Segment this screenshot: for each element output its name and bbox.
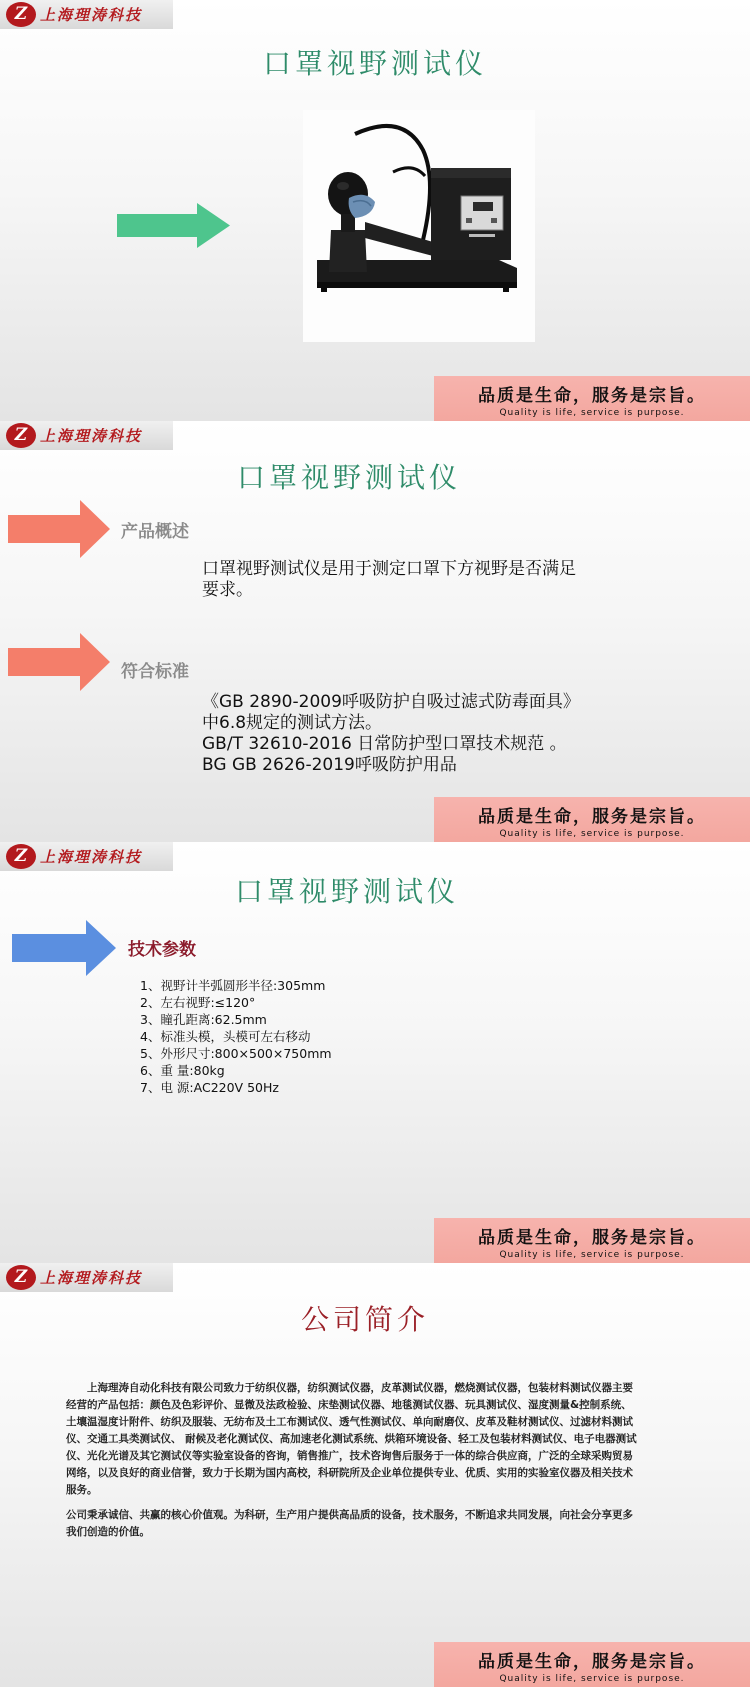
intro-paragraph: 公司秉承诚信、共赢的核心价值观。为科研，生产用户提供高品质的设备，技术服务，不断追求共同发展，向社会分享更多我们创造的价值。: [66, 1509, 633, 1538]
slogan-band: [434, 376, 750, 421]
overview-text: [202, 559, 576, 601]
param-item: 6、重 量:80kg: [140, 1063, 225, 1078]
arrow-right-icon: [8, 633, 110, 691]
slide-title: 口罩视野测试仪: [236, 461, 461, 494]
slogan-en: Quality is life, service is purpose.: [499, 408, 685, 418]
param-item: 5、外形尺寸:800×500×750mm: [140, 1046, 332, 1061]
slide-title: 公司简介: [300, 1303, 429, 1336]
logo-emblem-icon: Z: [0, 1263, 40, 1292]
standards-line: BG GB 2626-2019呼吸防护用品: [202, 755, 457, 775]
param-item: 2、左右视野:≤120°: [140, 995, 256, 1010]
standards-line: 中6.8规定的测试方法。: [202, 713, 383, 733]
param-item: 3、瞳孔距离:62.5mm: [140, 1012, 267, 1027]
logo-text: 上海理涛科技: [40, 6, 143, 24]
standards-label: 符合标准: [121, 662, 189, 682]
product-photo: [303, 110, 535, 342]
overview-label: 产品概述: [121, 522, 189, 542]
company-logo: [0, 1263, 173, 1292]
slogan-band: [434, 1642, 750, 1687]
param-list: [140, 977, 332, 1096]
logo-text: 上海理涛科技: [40, 427, 143, 445]
standards-line: GB/T 32610-2016 日常防护型口罩技术规范 。: [202, 734, 567, 754]
logo-emblem-icon: Z: [0, 842, 40, 871]
slogan-cn: 品质是生命，服务是宗旨。: [478, 807, 706, 827]
slide-company-intro: [0, 1263, 750, 1687]
param-item: 7、电 源:AC220V 50Hz: [140, 1080, 279, 1095]
slide-overview-standards: [0, 421, 750, 842]
arrow-right-icon: [12, 920, 116, 976]
overview-line: 口罩视野测试仪是用于测定口罩下方视野是否满足: [202, 559, 576, 579]
company-logo: [0, 842, 173, 871]
logo-text: 上海理涛科技: [40, 1269, 143, 1287]
mask-field-tester-image: [303, 110, 535, 342]
slogan-cn: 品质是生命，服务是宗旨。: [478, 1652, 706, 1672]
slide-title: 口罩视野测试仪: [262, 47, 487, 80]
slogan-band: [434, 1218, 750, 1263]
intro-paragraph: 上海理涛自动化科技有限公司致力于纺织仪器，纺织测试仪器，皮革测试仪器，燃烧测试仪器，包装材料测试仪器主要经营的产品包括：颜色及色彩评价、显微及法政检验、床垫测试仪器、地毯测试仪器、玩具测试仪、湿度测量&控制系统、土壤温湿度计附件、纺织及服装、无纺布及土工布测试仪、透气性测试仪、单向耐磨仪、皮革及鞋材测试仪、过滤材料测试仪、交通工具类测试仪、 耐候及老化测试仪、高加速老化测试系统、烘箱环境设备、轻工及包装材料测试仪、电子电器测试仪、光化光谱及其它测试仪等实验室设备的咨询，销售推广，技术咨询售后服务于一体的综合供应商，广泛的全球采购贸易网络，以及良好的商业信誉，致力于长期为国内高校，科研院所及企业单位提供专业、优质、实用的实验室仪器及相关技术服务。: [66, 1382, 637, 1496]
company-intro: [66, 1380, 638, 1549]
param-item: 4、标准头模，头模可左右移动: [140, 1029, 311, 1044]
arrow-right-icon: [117, 203, 230, 248]
standards-line: 《GB 2890-2009呼吸防护自吸过滤式防毒面具》: [202, 692, 580, 712]
slogan-cn: 品质是生命，服务是宗旨。: [478, 386, 706, 406]
logo-emblem-icon: Z: [0, 0, 40, 29]
slogan-en: Quality is life, service is purpose.: [499, 1250, 685, 1260]
slogan-band: [434, 797, 750, 842]
company-logo: [0, 421, 173, 450]
slide-title: 口罩视野测试仪: [234, 875, 459, 908]
param-item: 1、视野计半弧圆形半径:305mm: [140, 978, 326, 993]
overview-line: 要求。: [202, 580, 253, 600]
company-logo: [0, 0, 173, 29]
logo-emblem-icon: Z: [0, 421, 40, 450]
slide-product-photo: [0, 0, 750, 421]
slogan-en: Quality is life, service is purpose.: [499, 1674, 685, 1684]
technical-params-label: 技术参数: [128, 940, 196, 960]
slogan-en: Quality is life, service is purpose.: [499, 829, 685, 839]
slide-technical-params: [0, 842, 750, 1263]
arrow-right-icon: [8, 500, 110, 558]
standards-text: [202, 692, 580, 776]
logo-text: 上海理涛科技: [40, 848, 143, 866]
slogan-cn: 品质是生命，服务是宗旨。: [478, 1228, 706, 1248]
